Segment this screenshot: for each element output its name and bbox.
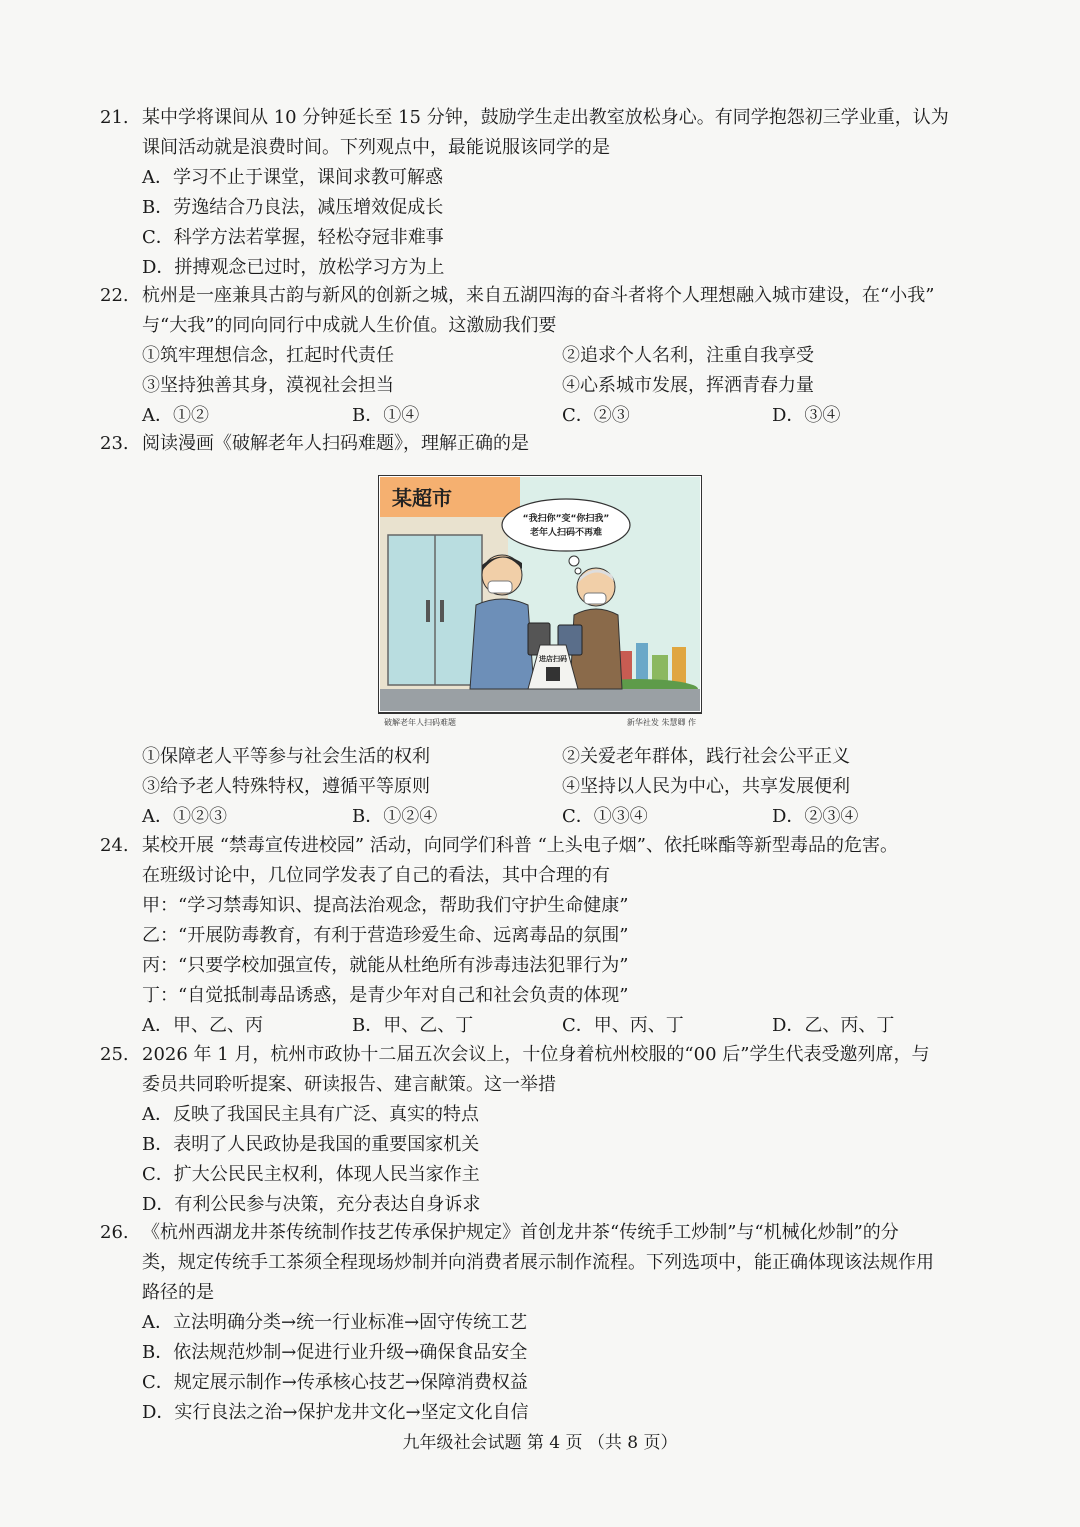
question-22: [100, 281, 990, 431]
quote-bing: 丙：“只要学校加强宣传，就能从杜绝所有涉毒违法犯罪行为”: [142, 955, 629, 976]
statement-4: ④坚持以人民为中心，共享发展便利: [562, 776, 850, 797]
question-stem: 委员共同聆听提案、研读报告、建言献策。这一举措: [142, 1074, 556, 1095]
option-d: D．有利公民参与决策，充分表达自身诉求: [142, 1194, 481, 1215]
choice-d: D．乙、丙、丁: [772, 1015, 895, 1036]
option-b: B．劳逸结合乃良法，减压增效促成长: [142, 197, 444, 218]
statement-1: ①保障老人平等参与社会生活的权利: [142, 746, 430, 767]
question-stem: 阅读漫画《破解老年人扫码难题》，理解正确的是: [142, 433, 529, 454]
question-23-options: [100, 742, 990, 832]
question-23: [100, 429, 990, 459]
bubble-text-1: “我扫你”变“你扫我”: [522, 514, 610, 524]
option-b: B．依法规范炒制→促进行业升级→确保食品安全: [142, 1342, 528, 1363]
question-stem: 路径的是: [142, 1282, 214, 1303]
choice-c: C．①③④: [562, 806, 648, 827]
choice-c: C．②③: [562, 405, 630, 426]
choice-c: C．甲、丙、丁: [562, 1015, 684, 1036]
question-number: 23.: [100, 433, 129, 454]
page-footer: 九年级社会试题 第 4 页 （共 8 页）: [402, 1433, 678, 1453]
option-a: A．学习不止于课堂，课间求教可解惑: [142, 167, 443, 188]
question-number: 21.: [100, 107, 129, 128]
choice-b: B．①②④: [352, 806, 438, 827]
question-number: 22.: [100, 285, 129, 306]
quote-ding: 丁：“自觉抵制毒品诱惑，是青少年对自己和社会负责的体现”: [142, 985, 629, 1006]
quote-yi: 乙：“开展防毒教育，有利于营造珍爱生命、远离毒品的氛围”: [142, 925, 629, 946]
option-c: C．规定展示制作→传承核心技艺→保障消费权益: [142, 1372, 528, 1393]
statement-4: ④心系城市发展，挥洒青春力量: [562, 375, 814, 396]
question-stem: 某中学将课间从 10 分钟延长至 15 分钟，鼓励学生走出教室放松身心。有同学抱怨初三学业重，认为: [142, 107, 949, 128]
question-stem: 2026 年 1 月，杭州市政协十二届五次会议上，十位身着杭州校服的“00 后”学生代表受邀列席，与: [142, 1044, 930, 1065]
option-c: C．扩大公民民主权利，体现人民当家作主: [142, 1164, 480, 1185]
option-a: A．反映了我国民主具有广泛、真实的特点: [142, 1104, 479, 1125]
choice-d: D．③④: [772, 405, 841, 426]
question-stem: 类，规定传统手工茶须全程现场炒制并向消费者展示制作流程。下列选项中，能正确体现该法规作用: [142, 1252, 934, 1273]
statement-2: ②关爱老年群体，践行社会公平正义: [562, 746, 850, 767]
choice-b: B．①④: [352, 405, 420, 426]
choice-a: A．甲、乙、丙: [142, 1015, 263, 1036]
question-number: 24.: [100, 835, 129, 856]
option-d: D．拼搏观念已过时，放松学习方为上: [142, 257, 445, 278]
bubble-text-2: 老年人扫码不再难: [529, 528, 603, 538]
question-25: [100, 1040, 990, 1220]
cartoon-caption: 破解老年人扫码难题: [384, 718, 456, 727]
question-21: [100, 103, 990, 283]
statement-3: ③坚持独善其身，漠视社会担当: [142, 375, 394, 396]
quote-jia: 甲：“学习禁毒知识、提高法治观念，帮助我们守护生命健康”: [142, 895, 629, 916]
choice-a: A．①②③: [142, 806, 227, 827]
statement-3: ③给予老人特殊特权，遵循平等原则: [142, 776, 430, 797]
choice-a: A．①②: [142, 405, 209, 426]
shop-sign: 某超市: [392, 486, 452, 510]
question-number: 26.: [100, 1222, 129, 1243]
choice-d: D．②③④: [772, 806, 859, 827]
question-stem: 《杭州西湖龙井茶传统制作技艺传承保护规定》首创龙井茶“传统手工炒制”与“机械化炒制”的分: [142, 1222, 899, 1243]
question-stem: 课间活动就是浪费时间。下列观点中，最能说服该同学的是: [142, 137, 610, 158]
question-26: [100, 1218, 990, 1428]
cartoon-credit: 新华社发 朱慧卿 作: [626, 718, 696, 727]
stand-sign: 进店扫码: [539, 655, 567, 663]
question-stem: 杭州是一座兼具古韵与新风的创新之城，来自五湖四海的奋斗者将个人理想融入城市建设，在“小我”: [142, 285, 935, 306]
choice-b: B．甲、乙、丁: [352, 1015, 474, 1036]
question-stem: 某校开展 “禁毒宣传进校园” 活动，向同学们科普 “上头电子烟”、依托咪酯等新型毒品的危害。: [142, 835, 898, 856]
option-d: D．实行良法之治→保护龙井文化→坚定文化自信: [142, 1402, 529, 1423]
question-24: [100, 831, 990, 1041]
statement-2: ②追求个人名利，注重自我享受: [562, 345, 814, 366]
question-stem: 与“大我”的同向同行中成就人生价值。这激励我们要: [142, 315, 557, 336]
cartoon-illustration: [378, 475, 702, 731]
question-stem: 在班级讨论中，几位同学发表了自己的看法，其中合理的有: [142, 865, 610, 886]
option-a: A．立法明确分类→统一行业标准→固守传统工艺: [142, 1312, 528, 1333]
option-b: B．表明了人民政协是我国的重要国家机关: [142, 1134, 480, 1155]
option-c: C．科学方法若掌握，轻松夺冠非难事: [142, 227, 444, 248]
statement-1: ①筑牢理想信念，扛起时代责任: [142, 345, 394, 366]
question-number: 25.: [100, 1044, 129, 1065]
